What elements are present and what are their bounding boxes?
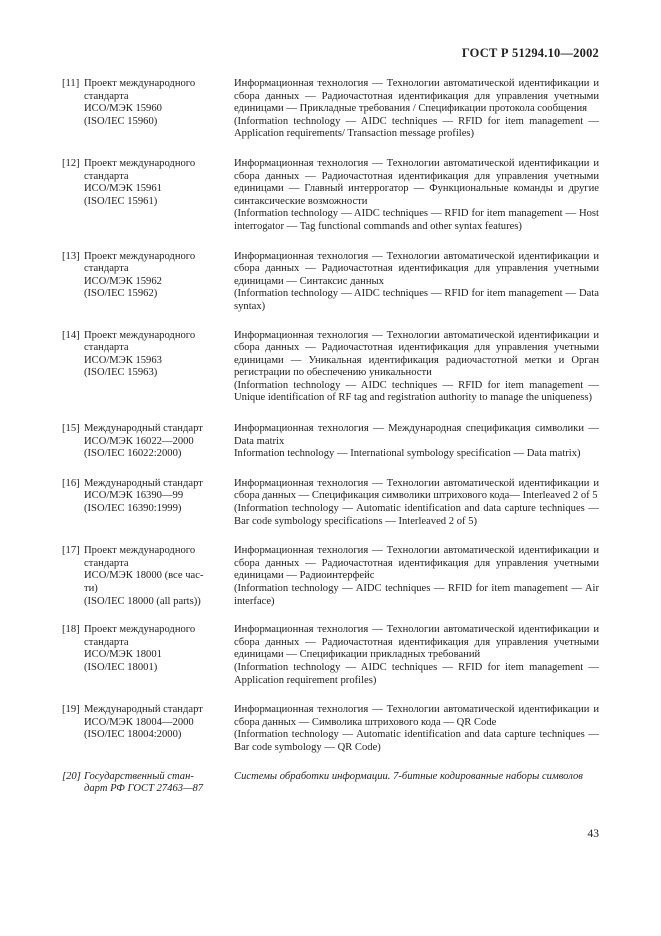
title-en: (Information technology — AIDC techniques — RFID for item management — Air interface) [234,583,599,607]
reference-title [234,771,599,796]
reference-item [62,78,599,141]
reference-source: Государственный стан- дарт РФ ГОСТ 27463—87 [84,770,204,795]
reference-title [234,330,599,406]
reference-item [62,624,599,687]
title-en: (Information technology — AIDC techniques — RFID for item management — Unique identification of RF tag and registration authority to manage the uniqueness) [234,379,599,404]
title-ru: Информационная технология — Технологии автоматической идентификации и сбора данных — Радиочастотная идентификация для управления учетными единицами — Синтаксис данных [234,250,599,287]
reference-source: Проект международного стандарта ИСО/МЭК 15962 (ISO/IEC 15962) [84,250,196,300]
reference-number: [20] [62,770,81,782]
reference-item [62,251,599,314]
title-ru: Информационная технология — Технологии автоматической идентификации и сбора данных — Символика штрихового кода — QR Code [234,704,599,728]
title-en: Information technology — International symbology specification — Data matrix) [234,448,581,460]
reference-item [62,771,599,796]
reference-item [62,704,599,754]
reference-source: Проект международного стандарта ИСО/МЭК 15960 (ISO/IEC 15960) [84,78,196,127]
title-ru: Информационная технология — Технологии автоматической идентификации и сбора данных — Радиочастотная идентификация для управления учетными единицами — Уникальная идентификация радиочастотной метки и Орган регистрации по обеспечению уникальности [234,329,599,379]
title-en: (Information technology — AIDC techniques — RFID for item management — Application requirement profiles) [234,661,599,686]
title-en: (Information technology — Automatic identification and data capture techniques — Bar code symbology — QR Code) [234,729,599,753]
title-en: (Information technology — AIDC techniques — RFID for item management — Data syntax) [234,288,599,312]
title-ru: Системы обработки информации. 7-битные кодированные наборы символов [234,770,583,782]
reference-number: [14] [62,329,80,341]
reference-title [234,478,599,528]
reference-title [234,158,599,234]
title-ru: Информационная технология — Технологии автоматической идентификации и сбора данных — Радиочастотная идентификация для управления учетными единицами — Радиоинтерфейс [234,545,599,582]
reference-list [62,78,599,796]
reference-number: [15] [62,423,80,435]
page-number: 43 [587,828,599,840]
title-en: (Information technology — AIDC techniques — RFID for item management — Application requirements/ Transaction message profiles) [234,115,599,140]
reference-source: Проект международного стандарта ИСО/МЭК 18001 (ISO/IEC 18001) [84,624,196,673]
reference-number: [18] [62,624,80,636]
title-en: (Information technology — Automatic identification and data capture techniques — Bar code symbology specifications — Interleaved 2 of 5) [234,503,599,527]
reference-title [234,704,599,754]
reference-source: Проект международного стандарта ИСО/МЭК 18000 (все час- ти) (ISO/IEC 18000 (all parts)) [84,545,204,607]
reference-title [234,251,599,314]
reference-number: [11] [62,78,80,89]
reference-source: Проект международного стандарта ИСО/МЭК 15963 (ISO/IEC 15963) [84,329,196,379]
reference-item [62,478,599,528]
reference-item [62,545,599,608]
reference-number: [19] [62,704,80,716]
reference-number: [12] [62,157,80,169]
title-ru: Информационная технология — Технологии автоматической идентификации и сбора данных — Радиочастотная идентификация для управления учетными единицами — Главный интеррогатор — Функциональные команды и другие синтаксические возможности [234,157,599,207]
reference-source: Международный стандарт ИСО/МЭК 18004—2000 (ISO/IEC 18004:2000) [84,704,203,741]
reference-item [62,158,599,234]
reference-number: [16] [62,477,80,489]
reference-source: Проект международного стандарта ИСО/МЭК 15961 (ISO/IEC 15961) [84,157,196,207]
reference-title [234,423,599,461]
reference-title [234,78,599,141]
reference-title [234,545,599,608]
title-ru: Информационная технология — Технологии автоматической идентификации и сбора данных — Радиочастотная идентификация для управления учетными единицами — Прикладные требования / Спецификации протокола сообщения [234,78,599,115]
reference-item [62,423,599,461]
reference-number: [13] [62,250,80,262]
title-ru: Информационная технология — Технологии автоматической идентификации и сбора данных — Радиочастотная идентификация для управления учетными единицами — Спецификации прикладных требований [234,624,599,661]
reference-number: [17] [62,545,80,557]
page-header: ГОСТ Р 51294.10—2002 [461,46,599,60]
title-ru: Информационная технология — Технологии автоматической идентификации и сбора данных — Спецификация символики штрихового кода— Interleaved 2 of 5 [234,477,599,502]
reference-item [62,330,599,406]
reference-source: Международный стандарт ИСО/МЭК 16390—99 (ISO/IEC 16390:1999) [84,477,203,515]
reference-title [234,624,599,687]
title-ru: Информационная технология — Международная спецификация символики — Data matrix [234,423,599,447]
reference-source: Международный стандарт ИСО/МЭК 16022—2000 (ISO/IEC 16022:2000) [84,423,203,460]
title-en: (Information technology — AIDC techniques — RFID for item management — Host interrogator — Tag functional commands and other syntax features) [234,208,599,232]
